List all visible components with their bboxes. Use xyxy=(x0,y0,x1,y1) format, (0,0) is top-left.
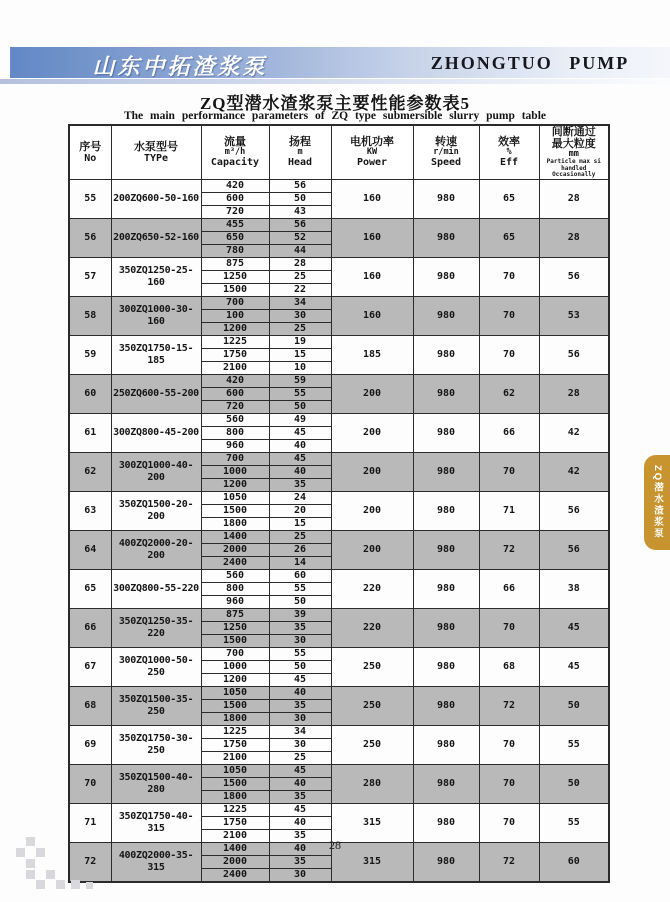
table-row xyxy=(69,452,609,465)
table-row xyxy=(69,803,609,816)
table-row xyxy=(69,608,609,621)
cell-efficiency: 72 xyxy=(479,530,539,569)
cell-particle: 28 xyxy=(539,218,609,257)
cell-capacity: 1050 xyxy=(201,686,269,699)
cell-speed: 980 xyxy=(413,257,479,296)
cell-head: 40 xyxy=(269,686,331,699)
cell-efficiency: 70 xyxy=(479,725,539,764)
cell-speed: 980 xyxy=(413,725,479,764)
cell-power: 250 xyxy=(331,686,413,725)
cell-model: 200ZQ600-50-160 xyxy=(111,179,201,218)
table-header-power xyxy=(331,125,413,179)
cell-power: 280 xyxy=(331,764,413,803)
cell-speed: 980 xyxy=(413,335,479,374)
cell-speed: 980 xyxy=(413,218,479,257)
cell-head: 40 xyxy=(269,816,331,829)
cell-capacity: 560 xyxy=(201,569,269,582)
header-line: 序号 xyxy=(79,140,102,153)
cell-power: 315 xyxy=(331,842,413,882)
cell-model: 300ZQ1000-50-250 xyxy=(111,647,201,686)
cell-particle: 56 xyxy=(539,335,609,374)
cell-speed: 980 xyxy=(413,452,479,491)
cell-serial: 63 xyxy=(69,491,111,530)
cell-serial: 65 xyxy=(69,569,111,608)
cell-capacity: 2100 xyxy=(201,361,269,374)
header-line: Capacity xyxy=(210,157,260,169)
cell-speed: 980 xyxy=(413,803,479,842)
cell-capacity: 875 xyxy=(201,257,269,270)
cell-capacity: 1000 xyxy=(201,660,269,673)
cell-head: 40 xyxy=(269,842,331,855)
cell-capacity: 1800 xyxy=(201,712,269,725)
cell-head: 43 xyxy=(269,205,331,218)
table-header-speed xyxy=(413,125,479,179)
cell-capacity: 1500 xyxy=(201,699,269,712)
header-line: Particle max si xyxy=(546,158,601,165)
cell-serial: 62 xyxy=(69,452,111,491)
cell-model: 200ZQ650-52-160 xyxy=(111,218,201,257)
decorative-square xyxy=(56,880,65,889)
cell-efficiency: 65 xyxy=(479,179,539,218)
cell-particle: 55 xyxy=(539,725,609,764)
cell-efficiency: 70 xyxy=(479,764,539,803)
cell-capacity: 1400 xyxy=(201,530,269,543)
cell-head: 35 xyxy=(269,790,331,803)
cell-serial: 57 xyxy=(69,257,111,296)
table-row xyxy=(69,335,609,348)
cell-capacity: 1225 xyxy=(201,803,269,816)
cell-capacity: 1500 xyxy=(201,283,269,296)
cell-capacity: 1200 xyxy=(201,322,269,335)
cell-power: 160 xyxy=(331,296,413,335)
cell-efficiency: 70 xyxy=(479,335,539,374)
cell-head: 40 xyxy=(269,777,331,790)
cell-speed: 980 xyxy=(413,686,479,725)
cell-head: 55 xyxy=(269,582,331,595)
cell-model: 350ZQ1250-35-220 xyxy=(111,608,201,647)
cell-head: 34 xyxy=(269,725,331,738)
cell-head: 45 xyxy=(269,426,331,439)
cell-power: 200 xyxy=(331,374,413,413)
cell-head: 45 xyxy=(269,803,331,816)
cell-serial: 60 xyxy=(69,374,111,413)
cell-speed: 980 xyxy=(413,296,479,335)
cell-model: 350ZQ1500-40-280 xyxy=(111,764,201,803)
cell-efficiency: 65 xyxy=(479,218,539,257)
cell-head: 40 xyxy=(269,465,331,478)
cell-head: 30 xyxy=(269,738,331,751)
cell-capacity: 700 xyxy=(201,452,269,465)
cell-capacity: 1225 xyxy=(201,335,269,348)
cell-capacity: 1500 xyxy=(201,777,269,790)
cell-head: 30 xyxy=(269,309,331,322)
cell-head: 24 xyxy=(269,491,331,504)
cell-capacity: 1800 xyxy=(201,790,269,803)
cell-serial: 64 xyxy=(69,530,111,569)
cell-particle: 45 xyxy=(539,608,609,647)
header-line: 电机功率 xyxy=(350,136,394,149)
cell-particle: 50 xyxy=(539,764,609,803)
cell-serial: 59 xyxy=(69,335,111,374)
cell-efficiency: 70 xyxy=(479,608,539,647)
cell-head: 45 xyxy=(269,452,331,465)
cell-efficiency: 70 xyxy=(479,803,539,842)
header-line: TYPe xyxy=(143,152,169,164)
cell-capacity: 1250 xyxy=(201,270,269,283)
brand-name-en: ZHONGTUO PUMP xyxy=(430,53,630,73)
cell-capacity: 1500 xyxy=(201,504,269,517)
cell-capacity: 2000 xyxy=(201,855,269,868)
cell-speed: 980 xyxy=(413,374,479,413)
cell-head: 25 xyxy=(269,322,331,335)
cell-serial: 55 xyxy=(69,179,111,218)
cell-capacity: 650 xyxy=(201,231,269,244)
cell-head: 20 xyxy=(269,504,331,517)
cell-efficiency: 72 xyxy=(479,842,539,882)
cell-speed: 980 xyxy=(413,764,479,803)
header-line: 效率 xyxy=(498,136,520,149)
header-line: 间断通过 xyxy=(551,126,596,138)
cell-head: 30 xyxy=(269,712,331,725)
cell-head: 50 xyxy=(269,192,331,205)
cell-capacity: 1250 xyxy=(201,621,269,634)
cell-model: 400ZQ2000-35-315 xyxy=(111,842,201,882)
cell-head: 30 xyxy=(269,868,331,882)
cell-particle: 42 xyxy=(539,413,609,452)
cell-particle: 55 xyxy=(539,803,609,842)
cell-particle: 28 xyxy=(539,179,609,218)
cell-head: 25 xyxy=(269,530,331,543)
cell-head: 55 xyxy=(269,387,331,400)
header-line: 最大粒度 xyxy=(551,138,596,150)
cell-capacity: 600 xyxy=(201,387,269,400)
cell-particle: 56 xyxy=(539,530,609,569)
cell-head: 40 xyxy=(269,439,331,452)
cell-head: 35 xyxy=(269,855,331,868)
cell-capacity: 700 xyxy=(201,647,269,660)
cell-efficiency: 70 xyxy=(479,296,539,335)
side-tab-label: ZQ潜水渣浆泵 xyxy=(652,465,663,540)
cell-capacity: 720 xyxy=(201,205,269,218)
cell-capacity: 1750 xyxy=(201,348,269,361)
cell-speed: 980 xyxy=(413,491,479,530)
cell-capacity: 1225 xyxy=(201,725,269,738)
cell-speed: 980 xyxy=(413,569,479,608)
cell-power: 160 xyxy=(331,179,413,218)
cell-head: 34 xyxy=(269,296,331,309)
cell-capacity: 1750 xyxy=(201,738,269,751)
cell-capacity: 2100 xyxy=(201,829,269,842)
cell-capacity: 600 xyxy=(201,192,269,205)
cell-head: 56 xyxy=(269,179,331,192)
table-row xyxy=(69,569,609,582)
cell-efficiency: 71 xyxy=(479,491,539,530)
table-header-serial xyxy=(69,125,111,179)
cell-head: 49 xyxy=(269,413,331,426)
spec-table xyxy=(68,124,610,883)
header-line: Speed xyxy=(430,157,462,169)
cell-model: 250ZQ600-55-200 xyxy=(111,374,201,413)
cell-capacity: 560 xyxy=(201,413,269,426)
header-line: 流量 xyxy=(224,136,246,149)
cell-model: 400ZQ2000-20-200 xyxy=(111,530,201,569)
header-line: Head xyxy=(287,157,313,169)
table-row xyxy=(69,491,609,504)
cell-serial: 56 xyxy=(69,218,111,257)
cell-serial: 68 xyxy=(69,686,111,725)
cell-power: 160 xyxy=(331,218,413,257)
page-title-en: The main performance parameters of ZQ type submersible slurry pump table xyxy=(123,110,547,122)
cell-particle: 60 xyxy=(539,842,609,882)
cell-serial: 67 xyxy=(69,647,111,686)
cell-efficiency: 70 xyxy=(479,257,539,296)
cell-capacity: 2400 xyxy=(201,556,269,569)
cell-power: 250 xyxy=(331,725,413,764)
side-tab xyxy=(644,455,670,550)
cell-speed: 980 xyxy=(413,413,479,452)
decorative-square xyxy=(36,848,45,857)
cell-head: 50 xyxy=(269,595,331,608)
cell-capacity: 1500 xyxy=(201,634,269,647)
page-title-cn: ZQ型潜水渣浆泵主要性能参数表5 xyxy=(199,94,471,113)
cell-speed: 980 xyxy=(413,647,479,686)
cell-serial: 72 xyxy=(69,842,111,882)
table-header-particle xyxy=(539,125,609,179)
cell-model: 300ZQ1000-40-200 xyxy=(111,452,201,491)
table-header-capacity xyxy=(201,125,269,179)
header-line: m xyxy=(297,147,303,158)
cell-head: 60 xyxy=(269,569,331,582)
header-line: Power xyxy=(356,157,388,169)
cell-head: 45 xyxy=(269,673,331,686)
cell-head: 50 xyxy=(269,400,331,413)
header-line: handled Occasionally xyxy=(552,164,596,178)
cell-power: 200 xyxy=(331,413,413,452)
cell-power: 220 xyxy=(331,569,413,608)
cell-serial: 71 xyxy=(69,803,111,842)
table-row xyxy=(69,413,609,426)
cell-head: 28 xyxy=(269,257,331,270)
cell-head: 10 xyxy=(269,361,331,374)
cell-head: 22 xyxy=(269,283,331,296)
cell-capacity: 455 xyxy=(201,218,269,231)
table-row xyxy=(69,374,609,387)
table-header-model xyxy=(111,125,201,179)
cell-particle: 28 xyxy=(539,374,609,413)
table-header-head xyxy=(269,125,331,179)
cell-head: 15 xyxy=(269,517,331,530)
table-row xyxy=(69,686,609,699)
cell-head: 45 xyxy=(269,764,331,777)
header-line: r/min xyxy=(433,147,459,158)
cell-speed: 980 xyxy=(413,842,479,882)
cell-head: 55 xyxy=(269,647,331,660)
cell-efficiency: 70 xyxy=(479,452,539,491)
cell-particle: 50 xyxy=(539,686,609,725)
page-number: 28 xyxy=(329,838,341,852)
decorative-square xyxy=(36,880,45,889)
cell-power: 250 xyxy=(331,647,413,686)
cell-particle: 42 xyxy=(539,452,609,491)
header-line: KW xyxy=(366,147,378,158)
cell-model: 300ZQ800-45-200 xyxy=(111,413,201,452)
cell-capacity: 960 xyxy=(201,439,269,452)
header-line: m³/h xyxy=(224,147,246,158)
cell-capacity: 720 xyxy=(201,400,269,413)
brand-logo-text: 山东中拓渣浆泵 xyxy=(92,54,268,79)
cell-head: 25 xyxy=(269,270,331,283)
cell-head: 52 xyxy=(269,231,331,244)
cell-head: 30 xyxy=(269,634,331,647)
cell-head: 56 xyxy=(269,218,331,231)
header-line: No xyxy=(84,152,97,164)
cell-speed: 980 xyxy=(413,530,479,569)
decorative-square xyxy=(26,859,35,868)
cell-power: 160 xyxy=(331,257,413,296)
table-header-eff xyxy=(479,125,539,179)
cell-head: 26 xyxy=(269,543,331,556)
decorative-square xyxy=(71,880,80,889)
cell-model: 350ZQ1250-25-160 xyxy=(111,257,201,296)
cell-head: 35 xyxy=(269,699,331,712)
cell-efficiency: 72 xyxy=(479,686,539,725)
cell-model: 350ZQ1750-40-315 xyxy=(111,803,201,842)
cell-capacity: 1200 xyxy=(201,478,269,491)
cell-serial: 66 xyxy=(69,608,111,647)
cell-capacity: 800 xyxy=(201,582,269,595)
cell-power: 220 xyxy=(331,608,413,647)
cell-capacity: 420 xyxy=(201,374,269,387)
cell-model: 350ZQ1750-15-185 xyxy=(111,335,201,374)
table-row xyxy=(69,218,609,231)
cell-model: 350ZQ1500-35-250 xyxy=(111,686,201,725)
table-row xyxy=(69,296,609,309)
header-line: % xyxy=(506,147,512,158)
cell-capacity: 700 xyxy=(201,296,269,309)
decorative-square xyxy=(86,882,93,889)
header-line: 扬程 xyxy=(289,136,311,149)
cell-capacity: 1050 xyxy=(201,764,269,777)
cell-power: 185 xyxy=(331,335,413,374)
cell-speed: 980 xyxy=(413,608,479,647)
cell-model: 300ZQ1000-30-160 xyxy=(111,296,201,335)
cell-head: 19 xyxy=(269,335,331,348)
cell-head: 15 xyxy=(269,348,331,361)
header-line: 水泵型号 xyxy=(134,140,178,153)
cell-serial: 69 xyxy=(69,725,111,764)
cell-particle: 45 xyxy=(539,647,609,686)
cell-power: 200 xyxy=(331,452,413,491)
cell-model: 350ZQ1500-20-200 xyxy=(111,491,201,530)
header-line: 转速 xyxy=(435,136,457,149)
table-row xyxy=(69,764,609,777)
cell-power: 315 xyxy=(331,803,413,842)
cell-capacity: 2400 xyxy=(201,868,269,882)
cell-capacity: 1000 xyxy=(201,465,269,478)
cell-model: 350ZQ1750-30-250 xyxy=(111,725,201,764)
table-row xyxy=(69,530,609,543)
cell-capacity: 2100 xyxy=(201,751,269,764)
cell-serial: 61 xyxy=(69,413,111,452)
cell-efficiency: 68 xyxy=(479,647,539,686)
header-line: mm xyxy=(568,149,579,159)
cell-capacity: 800 xyxy=(201,426,269,439)
cell-head: 59 xyxy=(269,374,331,387)
cell-speed: 980 xyxy=(413,179,479,218)
cell-particle: 56 xyxy=(539,257,609,296)
cell-head: 25 xyxy=(269,751,331,764)
cell-head: 50 xyxy=(269,660,331,673)
cell-head: 44 xyxy=(269,244,331,257)
cell-capacity: 1400 xyxy=(201,842,269,855)
cell-efficiency: 66 xyxy=(479,569,539,608)
cell-head: 35 xyxy=(269,829,331,842)
cell-efficiency: 66 xyxy=(479,413,539,452)
cell-head: 39 xyxy=(269,608,331,621)
table-row xyxy=(69,725,609,738)
cell-capacity: 100 xyxy=(201,309,269,322)
cell-power: 200 xyxy=(331,491,413,530)
header-line: Eff xyxy=(499,157,519,169)
cell-capacity: 1050 xyxy=(201,491,269,504)
table-row xyxy=(69,179,609,192)
cell-efficiency: 62 xyxy=(479,374,539,413)
cell-serial: 58 xyxy=(69,296,111,335)
cell-capacity: 420 xyxy=(201,179,269,192)
cell-particle: 38 xyxy=(539,569,609,608)
cell-head: 14 xyxy=(269,556,331,569)
cell-capacity: 960 xyxy=(201,595,269,608)
cell-head: 35 xyxy=(269,478,331,491)
cell-model: 300ZQ800-55-220 xyxy=(111,569,201,608)
cell-capacity: 1750 xyxy=(201,816,269,829)
cell-capacity: 1800 xyxy=(201,517,269,530)
cell-capacity: 780 xyxy=(201,244,269,257)
table-row xyxy=(69,647,609,660)
cell-capacity: 875 xyxy=(201,608,269,621)
cell-capacity: 2000 xyxy=(201,543,269,556)
pump-parameters-table xyxy=(68,124,610,883)
cell-serial: 70 xyxy=(69,764,111,803)
table-row xyxy=(69,257,609,270)
decorative-square xyxy=(26,870,35,879)
decorative-square xyxy=(46,870,55,879)
cell-power: 200 xyxy=(331,530,413,569)
cell-capacity: 1200 xyxy=(201,673,269,686)
cell-particle: 53 xyxy=(539,296,609,335)
decorative-square xyxy=(16,848,25,857)
decorative-square xyxy=(26,837,35,846)
cell-particle: 56 xyxy=(539,491,609,530)
cell-head: 35 xyxy=(269,621,331,634)
